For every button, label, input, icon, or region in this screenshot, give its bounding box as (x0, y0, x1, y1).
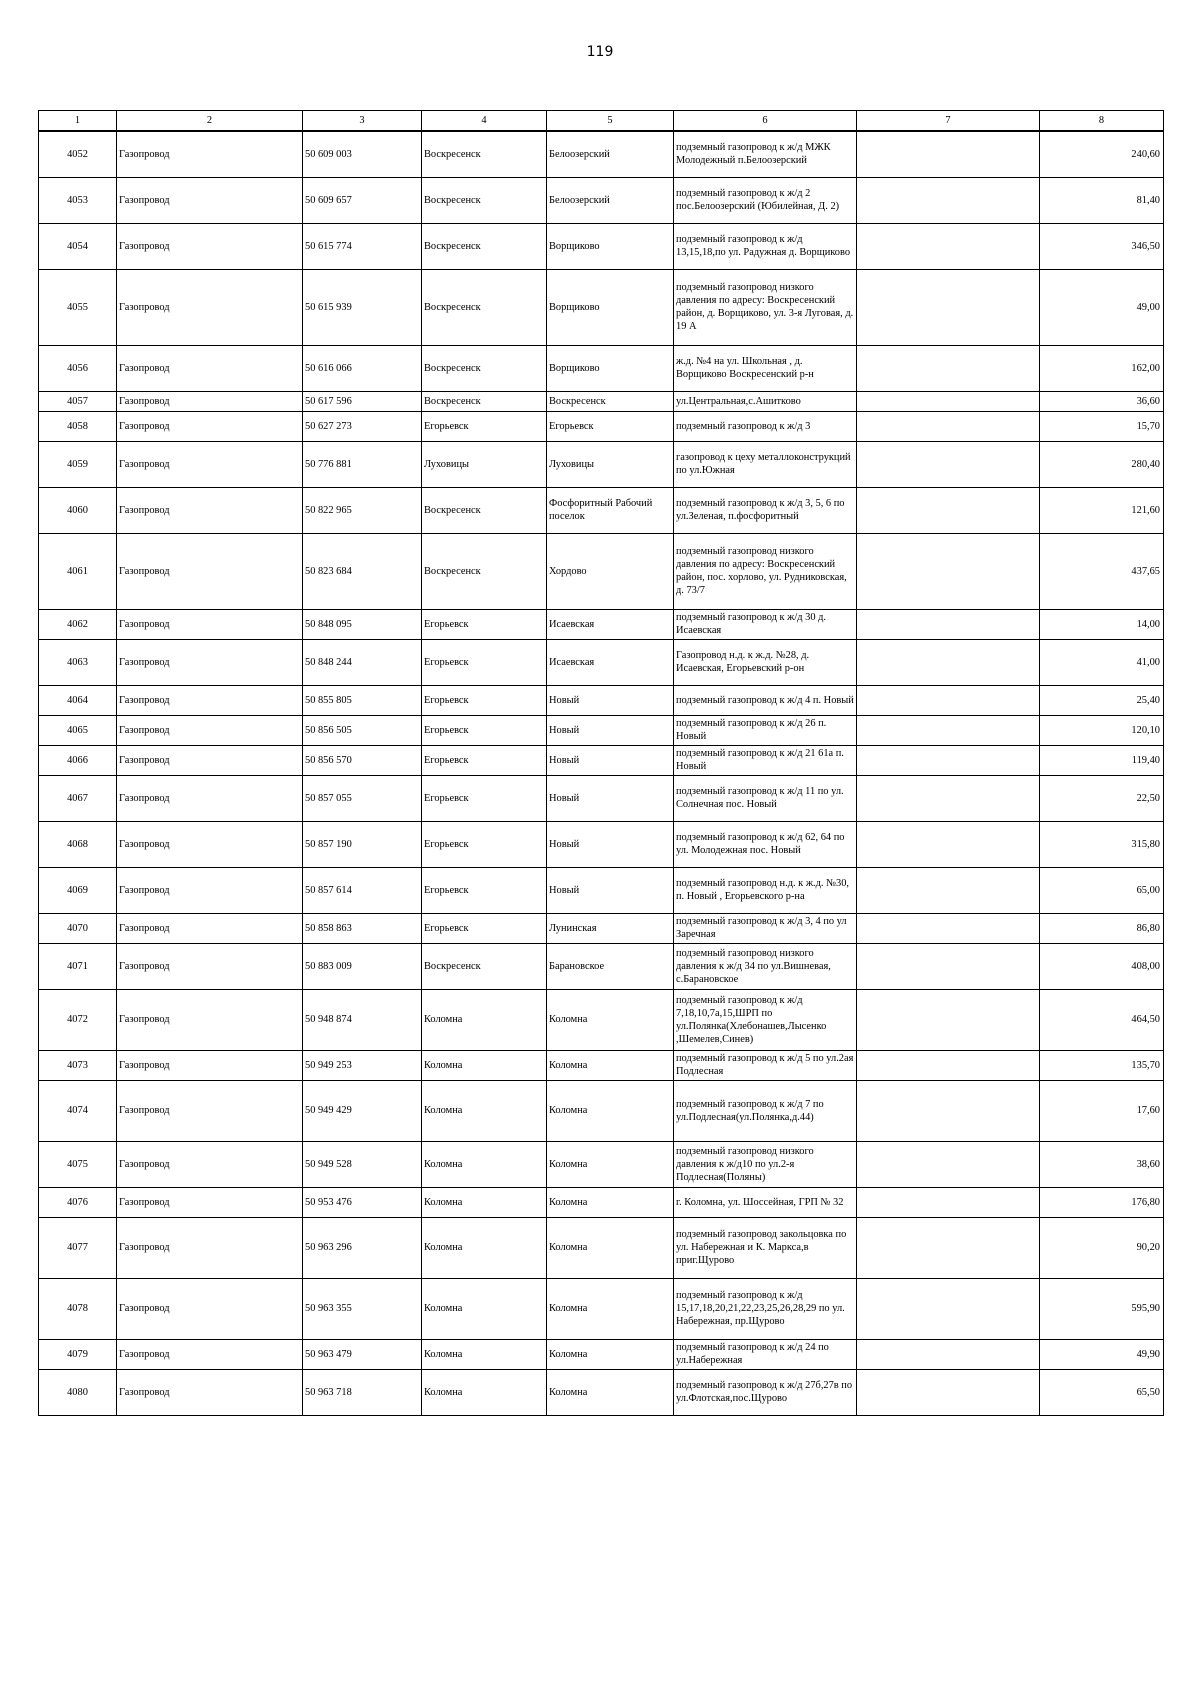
cell-number: 4072 (39, 989, 117, 1050)
column-header-5: 5 (547, 111, 674, 132)
cell-description: ж.д. №4 на ул. Школьная , д. Ворщиково Воскресенский р-н (674, 345, 857, 391)
cell-district: Воскресенск (422, 345, 547, 391)
cell-column-7 (857, 1217, 1040, 1278)
cell-locality: Новый (547, 775, 674, 821)
cell-locality: Коломна (547, 1369, 674, 1415)
cell-locality: Егорьевск (547, 411, 674, 441)
table-row (39, 775, 1164, 821)
cell-column-7 (857, 821, 1040, 867)
cell-description: подземный газопровод к ж/д МЖК Молодежный п.Белоозерский (674, 131, 857, 177)
cell-length: 162,00 (1040, 345, 1164, 391)
cell-number: 4064 (39, 685, 117, 715)
cell-column-7 (857, 989, 1040, 1050)
cell-description: подземный газопровод к ж/д 3 (674, 411, 857, 441)
cell-number: 4054 (39, 223, 117, 269)
table-row (39, 989, 1164, 1050)
table-row (39, 1080, 1164, 1141)
table-header (39, 111, 1164, 132)
cell-length: 240,60 (1040, 131, 1164, 177)
cell-length: 437,65 (1040, 533, 1164, 609)
cell-object-type: Газопровод (117, 269, 303, 345)
cell-number: 4068 (39, 821, 117, 867)
cell-locality: Коломна (547, 1141, 674, 1187)
cell-locality: Лунинская (547, 913, 674, 943)
cell-code: 50 963 718 (303, 1369, 422, 1415)
cell-length: 25,40 (1040, 685, 1164, 715)
cell-code: 50 949 429 (303, 1080, 422, 1141)
cell-district: Коломна (422, 1050, 547, 1080)
cell-number: 4066 (39, 745, 117, 775)
table-row (39, 1050, 1164, 1080)
cell-description: подземный газопровод к ж/д 7,18,10,7а,15,ШРП по ул.Полянка(Хлебонашев,Лысенко ,Шемелев,Синев) (674, 989, 857, 1050)
cell-number: 4062 (39, 609, 117, 639)
cell-code: 50 858 863 (303, 913, 422, 943)
cell-number: 4071 (39, 943, 117, 989)
cell-length: 90,20 (1040, 1217, 1164, 1278)
cell-locality: Ворщиково (547, 223, 674, 269)
cell-code: 50 856 505 (303, 715, 422, 745)
table-row (39, 487, 1164, 533)
cell-object-type: Газопровод (117, 685, 303, 715)
cell-object-type: Газопровод (117, 745, 303, 775)
cell-column-7 (857, 177, 1040, 223)
cell-district: Коломна (422, 1339, 547, 1369)
cell-length: 176,80 (1040, 1187, 1164, 1217)
cell-length: 121,60 (1040, 487, 1164, 533)
cell-column-7 (857, 1050, 1040, 1080)
cell-description: подземный газопровод низкого давления по адресу: Воскресенский район, д. Ворщиково, ул. 3-я Луговая, д. 19 А (674, 269, 857, 345)
cell-description: подземный газопровод закольцовка по ул. Набережная и К. Маркса,в приг.Щурово (674, 1217, 857, 1278)
cell-description: подземный газопровод к ж/д 21 61а п. Новый (674, 745, 857, 775)
column-header-6: 6 (674, 111, 857, 132)
cell-locality: Белоозерский (547, 177, 674, 223)
cell-column-7 (857, 685, 1040, 715)
cell-description: подземный газопровод к ж/д 7 по ул.Подлесная(ул.Полянка,д.44) (674, 1080, 857, 1141)
cell-locality: Коломна (547, 1187, 674, 1217)
cell-number: 4076 (39, 1187, 117, 1217)
cell-district: Егорьевск (422, 715, 547, 745)
cell-district: Коломна (422, 1080, 547, 1141)
cell-code: 50 609 657 (303, 177, 422, 223)
cell-district: Воскресенск (422, 131, 547, 177)
cell-object-type: Газопровод (117, 441, 303, 487)
cell-object-type: Газопровод (117, 1339, 303, 1369)
cell-length: 41,00 (1040, 639, 1164, 685)
table-row (39, 391, 1164, 411)
cell-code: 50 963 479 (303, 1339, 422, 1369)
cell-column-7 (857, 1080, 1040, 1141)
cell-code: 50 857 614 (303, 867, 422, 913)
cell-description: подземный газопровод к ж/д 15,17,18,20,21,22,23,25,26,28,29 по ул. Набережная, пр.Щурово (674, 1278, 857, 1339)
cell-number: 4080 (39, 1369, 117, 1415)
table-row (39, 345, 1164, 391)
cell-code: 50 949 253 (303, 1050, 422, 1080)
cell-length: 119,40 (1040, 745, 1164, 775)
cell-locality: Фосфоритный Рабочий поселок (547, 487, 674, 533)
cell-description: подземный газопровод к ж/д 3, 4 по ул Заречная (674, 913, 857, 943)
cell-object-type: Газопровод (117, 131, 303, 177)
cell-district: Воскресенск (422, 177, 547, 223)
cell-code: 50 883 009 (303, 943, 422, 989)
cell-code: 50 948 874 (303, 989, 422, 1050)
cell-object-type: Газопровод (117, 391, 303, 411)
cell-column-7 (857, 775, 1040, 821)
cell-description: ул.Центральная,с.Ашитково (674, 391, 857, 411)
cell-locality: Новый (547, 867, 674, 913)
cell-locality: Коломна (547, 1080, 674, 1141)
cell-district: Коломна (422, 1141, 547, 1187)
cell-district: Коломна (422, 1217, 547, 1278)
cell-number: 4061 (39, 533, 117, 609)
cell-locality: Луховицы (547, 441, 674, 487)
cell-locality: Исаевская (547, 639, 674, 685)
table-row (39, 223, 1164, 269)
cell-object-type: Газопровод (117, 943, 303, 989)
cell-district: Воскресенск (422, 269, 547, 345)
cell-object-type: Газопровод (117, 345, 303, 391)
cell-number: 4077 (39, 1217, 117, 1278)
table-row (39, 1217, 1164, 1278)
cell-number: 4074 (39, 1080, 117, 1141)
cell-length: 595,90 (1040, 1278, 1164, 1339)
table-row (39, 745, 1164, 775)
cell-number: 4057 (39, 391, 117, 411)
table-row (39, 441, 1164, 487)
cell-description: подземный газопровод к ж/д 27б,27в по ул.Флотская,пос.Щурово (674, 1369, 857, 1415)
cell-description: подземный газопровод к ж/д 13,15,18,по ул. Радужная д. Ворщиково (674, 223, 857, 269)
table-row (39, 411, 1164, 441)
cell-locality: Коломна (547, 1278, 674, 1339)
cell-district: Воскресенск (422, 391, 547, 411)
table-row (39, 715, 1164, 745)
table-row (39, 131, 1164, 177)
cell-object-type: Газопровод (117, 223, 303, 269)
cell-description: подземный газопровод низкого давления к ж/д 34 по ул.Вишневая, с.Барановское (674, 943, 857, 989)
column-header-2: 2 (117, 111, 303, 132)
table-row (39, 1339, 1164, 1369)
cell-locality: Воскресенск (547, 391, 674, 411)
cell-district: Егорьевск (422, 867, 547, 913)
cell-code: 50 949 528 (303, 1141, 422, 1187)
cell-column-7 (857, 391, 1040, 411)
cell-object-type: Газопровод (117, 487, 303, 533)
cell-code: 50 822 965 (303, 487, 422, 533)
cell-column-7 (857, 867, 1040, 913)
cell-description: подземный газопровод к ж/д 26 п. Новый (674, 715, 857, 745)
column-header-4: 4 (422, 111, 547, 132)
cell-column-7 (857, 269, 1040, 345)
table-row (39, 943, 1164, 989)
cell-locality: Барановское (547, 943, 674, 989)
cell-length: 65,50 (1040, 1369, 1164, 1415)
cell-code: 50 848 244 (303, 639, 422, 685)
cell-length: 49,90 (1040, 1339, 1164, 1369)
cell-number: 4070 (39, 913, 117, 943)
cell-length: 408,00 (1040, 943, 1164, 989)
cell-code: 50 848 095 (303, 609, 422, 639)
cell-district: Егорьевск (422, 411, 547, 441)
cell-object-type: Газопровод (117, 1278, 303, 1339)
table-row (39, 867, 1164, 913)
cell-code: 50 616 066 (303, 345, 422, 391)
cell-district: Егорьевск (422, 775, 547, 821)
cell-district: Воскресенск (422, 943, 547, 989)
cell-object-type: Газопровод (117, 821, 303, 867)
cell-locality: Коломна (547, 1217, 674, 1278)
cell-object-type: Газопровод (117, 1080, 303, 1141)
cell-district: Луховицы (422, 441, 547, 487)
cell-description: подземный газопровод к ж/д 30 д. Исаевская (674, 609, 857, 639)
table-row (39, 609, 1164, 639)
cell-code: 50 857 055 (303, 775, 422, 821)
cell-column-7 (857, 223, 1040, 269)
cell-object-type: Газопровод (117, 1187, 303, 1217)
cell-locality: Новый (547, 715, 674, 745)
cell-code: 50 963 296 (303, 1217, 422, 1278)
cell-object-type: Газопровод (117, 1141, 303, 1187)
cell-locality: Новый (547, 685, 674, 715)
cell-number: 4079 (39, 1339, 117, 1369)
table-row (39, 821, 1164, 867)
cell-object-type: Газопровод (117, 639, 303, 685)
cell-number: 4067 (39, 775, 117, 821)
cell-object-type: Газопровод (117, 609, 303, 639)
cell-number: 4063 (39, 639, 117, 685)
table-row (39, 177, 1164, 223)
cell-description: подземный газопровод н.д. к ж.д. №30, п. Новый , Егорьевского р-на (674, 867, 857, 913)
cell-column-7 (857, 1141, 1040, 1187)
cell-description: подземный газопровод к ж/д 62, 64 по ул. Молодежная пос. Новый (674, 821, 857, 867)
cell-column-7 (857, 715, 1040, 745)
cell-locality: Коломна (547, 1339, 674, 1369)
cell-number: 4052 (39, 131, 117, 177)
cell-length: 346,50 (1040, 223, 1164, 269)
cell-code: 50 776 881 (303, 441, 422, 487)
column-header-1: 1 (39, 111, 117, 132)
cell-object-type: Газопровод (117, 411, 303, 441)
cell-column-7 (857, 1278, 1040, 1339)
cell-district: Егорьевск (422, 821, 547, 867)
cell-column-7 (857, 411, 1040, 441)
cell-length: 135,70 (1040, 1050, 1164, 1080)
cell-code: 50 615 774 (303, 223, 422, 269)
cell-code: 50 855 805 (303, 685, 422, 715)
cell-code: 50 609 003 (303, 131, 422, 177)
cell-code: 50 856 570 (303, 745, 422, 775)
cell-code: 50 857 190 (303, 821, 422, 867)
page-number: 119 (586, 44, 614, 60)
cell-column-7 (857, 943, 1040, 989)
cell-description: подземный газопровод к ж/д 2 пос.Белоозерский (Юбилейная, Д. 2) (674, 177, 857, 223)
table-row (39, 269, 1164, 345)
cell-length: 15,70 (1040, 411, 1164, 441)
cell-description: подземный газопровод к ж/д 24 по ул.Набережная (674, 1339, 857, 1369)
table-row (39, 685, 1164, 715)
cell-length: 38,60 (1040, 1141, 1164, 1187)
cell-number: 4078 (39, 1278, 117, 1339)
cell-locality: Новый (547, 745, 674, 775)
cell-locality: Ворщиково (547, 345, 674, 391)
column-header-3: 3 (303, 111, 422, 132)
table-row (39, 533, 1164, 609)
cell-locality: Белоозерский (547, 131, 674, 177)
cell-description: газопровод к цеху металлоконструкций по ул.Южная (674, 441, 857, 487)
cell-object-type: Газопровод (117, 1217, 303, 1278)
cell-locality: Коломна (547, 989, 674, 1050)
cell-district: Егорьевск (422, 609, 547, 639)
cell-length: 86,80 (1040, 913, 1164, 943)
cell-code: 50 627 273 (303, 411, 422, 441)
table-row (39, 913, 1164, 943)
table-row (39, 1278, 1164, 1339)
cell-column-7 (857, 609, 1040, 639)
cell-number: 4058 (39, 411, 117, 441)
cell-column-7 (857, 1369, 1040, 1415)
cell-description: подземный газопровод к ж/д 3, 5, 6 по ул.Зеленая, п.фосфоритный (674, 487, 857, 533)
cell-column-7 (857, 913, 1040, 943)
cell-locality: Исаевская (547, 609, 674, 639)
cell-length: 22,50 (1040, 775, 1164, 821)
cell-number: 4065 (39, 715, 117, 745)
table-row (39, 1187, 1164, 1217)
cell-description: г. Коломна, ул. Шоссейная, ГРП № 32 (674, 1187, 857, 1217)
cell-description: подземный газопровод к ж/д 5 по ул.2ая Подлесная (674, 1050, 857, 1080)
cell-locality: Коломна (547, 1050, 674, 1080)
cell-code: 50 963 355 (303, 1278, 422, 1339)
cell-column-7 (857, 1339, 1040, 1369)
cell-length: 65,00 (1040, 867, 1164, 913)
cell-district: Воскресенск (422, 487, 547, 533)
cell-district: Коломна (422, 1187, 547, 1217)
cell-number: 4053 (39, 177, 117, 223)
cell-district: Коломна (422, 989, 547, 1050)
cell-length: 17,60 (1040, 1080, 1164, 1141)
cell-column-7 (857, 441, 1040, 487)
cell-length: 14,00 (1040, 609, 1164, 639)
cell-object-type: Газопровод (117, 913, 303, 943)
cell-number: 4075 (39, 1141, 117, 1187)
cell-column-7 (857, 131, 1040, 177)
cell-district: Егорьевск (422, 639, 547, 685)
cell-code: 50 617 596 (303, 391, 422, 411)
header-row (39, 111, 1164, 132)
cell-column-7 (857, 1187, 1040, 1217)
cell-number: 4073 (39, 1050, 117, 1080)
cell-column-7 (857, 745, 1040, 775)
cell-number: 4055 (39, 269, 117, 345)
cell-length: 280,40 (1040, 441, 1164, 487)
cell-object-type: Газопровод (117, 989, 303, 1050)
cell-column-7 (857, 487, 1040, 533)
cell-number: 4060 (39, 487, 117, 533)
cell-locality: Хордово (547, 533, 674, 609)
cell-locality: Новый (547, 821, 674, 867)
cell-length: 315,80 (1040, 821, 1164, 867)
cell-code: 50 823 684 (303, 533, 422, 609)
cell-length: 36,60 (1040, 391, 1164, 411)
cell-district: Егорьевск (422, 685, 547, 715)
table-row (39, 1141, 1164, 1187)
cell-code: 50 953 476 (303, 1187, 422, 1217)
cell-object-type: Газопровод (117, 533, 303, 609)
cell-code: 50 615 939 (303, 269, 422, 345)
cell-column-7 (857, 345, 1040, 391)
column-header-8: 8 (1040, 111, 1164, 132)
cell-object-type: Газопровод (117, 1369, 303, 1415)
cell-object-type: Газопровод (117, 177, 303, 223)
cell-district: Коломна (422, 1278, 547, 1339)
cell-length: 120,10 (1040, 715, 1164, 745)
cell-district: Егорьевск (422, 913, 547, 943)
cell-column-7 (857, 533, 1040, 609)
cell-description: подземный газопровод к ж/д 11 по ул. Солнечная пос. Новый (674, 775, 857, 821)
table-row (39, 1369, 1164, 1415)
cell-description: Газопровод н.д. к ж.д. №28, д. Исаевская, Егорьевский р-он (674, 639, 857, 685)
cell-length: 81,40 (1040, 177, 1164, 223)
cell-object-type: Газопровод (117, 1050, 303, 1080)
table-row (39, 639, 1164, 685)
cell-locality: Ворщиково (547, 269, 674, 345)
cell-district: Воскресенск (422, 223, 547, 269)
cell-length: 49,00 (1040, 269, 1164, 345)
registry-table (38, 110, 1164, 1416)
cell-length: 464,50 (1040, 989, 1164, 1050)
cell-number: 4069 (39, 867, 117, 913)
cell-district: Егорьевск (422, 745, 547, 775)
cell-district: Воскресенск (422, 533, 547, 609)
cell-description: подземный газопровод низкого давления к ж/д10 по ул.2-я Подлесная(Поляны) (674, 1141, 857, 1187)
cell-number: 4056 (39, 345, 117, 391)
table-body (39, 131, 1164, 1415)
cell-description: подземный газопровод низкого давления по адресу: Воскресенский район, пос. хорлово, ул. Рудниковская, д. 73/7 (674, 533, 857, 609)
cell-district: Коломна (422, 1369, 547, 1415)
cell-object-type: Газопровод (117, 775, 303, 821)
cell-column-7 (857, 639, 1040, 685)
cell-object-type: Газопровод (117, 867, 303, 913)
cell-description: подземный газопровод к ж/д 4 п. Новый (674, 685, 857, 715)
cell-object-type: Газопровод (117, 715, 303, 745)
cell-number: 4059 (39, 441, 117, 487)
column-header-7: 7 (857, 111, 1040, 132)
